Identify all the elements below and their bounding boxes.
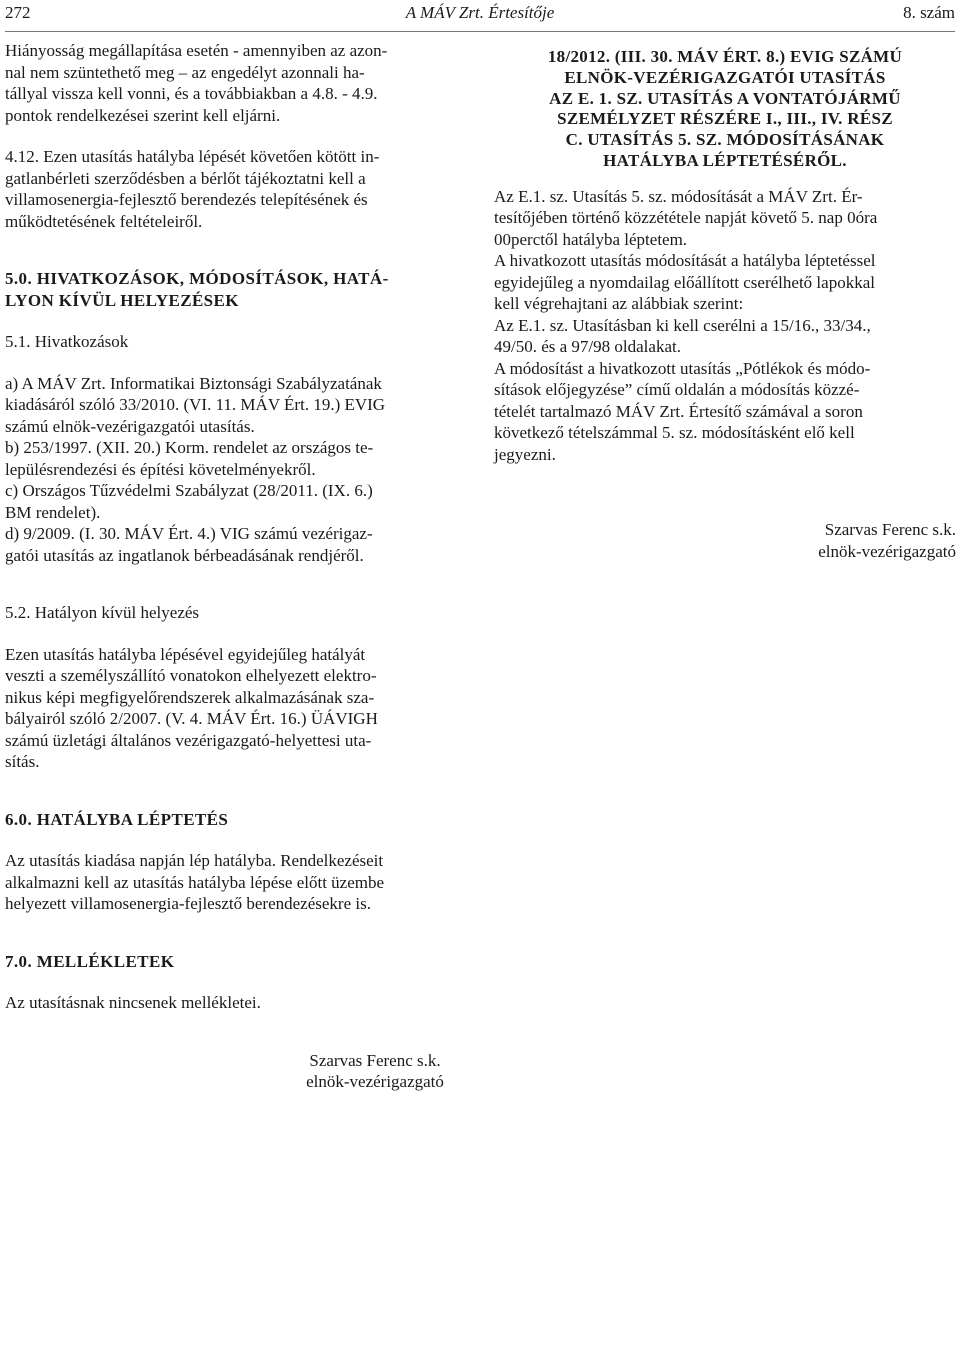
text-line: számú üzletági általános vezérigazgató-helyettesi uta-	[5, 730, 372, 750]
text-line: c) Országos Tűzvédelmi Szabályzat (28/2011. (IX. 6.)	[5, 481, 373, 500]
publication-title: A MÁV Zrt. Értesítője	[405, 3, 555, 22]
text-line: tállyal vissza kell vonni, és a továbbiakban a 4.8. - 4.9.	[5, 84, 378, 103]
text-line: egyidejűleg a nyomdailag előállított cserélhető lapokkal	[494, 272, 875, 292]
text-line: Hiányosság megállapítása esetén - amennyiben az azon-	[5, 41, 388, 60]
text-line: helyezett villamosenergia-fejlesztő berendezésekre is.	[5, 894, 371, 913]
text-line: nikus képi megfigyelőrendszerek alkalmazásának sza-	[5, 687, 375, 707]
section-5-2-paragraph	[5, 644, 467, 773]
text-line: villamosenergia-fejlesztő berendezés telepítésének és	[5, 190, 368, 209]
intro-paragraph	[5, 40, 467, 126]
text-line: kell végrehajtani az alábbiak szerint:	[494, 294, 744, 314]
text-line: A hivatkozott utasítás módosítását a hatályba léptetéssel	[494, 251, 876, 271]
section-5-1-heading: 5.1. Hivatkozások	[5, 332, 129, 351]
text-line: Az utasítás kiadása napján lép hatályba. Rendelkezéseit	[5, 851, 384, 870]
text-line: alkalmazni kell az utasítás hatályba lépése előtt üzembe	[5, 872, 385, 892]
text-line: 4.12. Ezen utasítás hatályba lépését követően kötött in-	[5, 147, 380, 166]
signatory-title: elnök-vezérigazgató	[818, 541, 956, 561]
section-6-0-heading: 6.0. HATÁLYBA LÉPTETÉS	[5, 809, 229, 829]
text-line: 49/50. és a 97/98 oldalakat.	[494, 337, 681, 357]
section-5-0-heading	[5, 268, 467, 311]
text-line: AZ E. 1. SZ. UTASÍTÁS A VONTATÓJÁRMŰ	[549, 88, 901, 108]
text-line: Ezen utasítás hatályba lépésével egyidejűleg hatályát	[5, 644, 366, 664]
text-line: tesítőjében történő közzététele napját követő 5. nap 0óra	[494, 208, 878, 228]
text-line: nal nem szüntethető meg – az engedélyt azonnali ha-	[5, 62, 365, 82]
text-line: sítás.	[5, 752, 40, 771]
left-signature	[295, 1050, 455, 1093]
text-line: jegyezni.	[494, 444, 556, 464]
text-line: tételét tartalmazó MÁV Zrt. Értesítő számával a soron	[494, 401, 863, 421]
text-line: SZEMÉLYZET RÉSZÉRE I., III., IV. RÉSZ	[557, 109, 893, 129]
text-line: működtetésének feltételeiről.	[5, 211, 203, 231]
page-header	[5, 3, 955, 27]
instruction-title	[494, 47, 956, 172]
text-line: b) 253/1997. (XII. 20.) Korm. rendelet az országos te-	[5, 438, 374, 457]
section-4-12-paragraph	[5, 146, 467, 232]
signatory-name: Szarvas Ferenc s.k.	[824, 520, 956, 540]
text-line: bályairól szóló 2/2007. (V. 4. MÁV Ért. 16.) ÜÁVIGH	[5, 709, 378, 728]
instruction-body	[494, 186, 956, 466]
left-column	[5, 40, 467, 1093]
issue-number: 8. szám	[903, 3, 955, 22]
text-line: lepülésrendezési és építési követelményekről.	[5, 459, 316, 479]
text-line: C. UTASÍTÁS 5. SZ. MÓDOSÍTÁSÁNAK	[565, 130, 885, 150]
text-line: d) 9/2009. (I. 30. MÁV Ért. 4.) VIG számú vezérigaz-	[5, 524, 373, 543]
text-line: kiadásáról szóló 33/2010. (VI. 11. MÁV Ért. 19.) EVIG	[5, 395, 386, 414]
header-divider	[5, 31, 955, 32]
text-line: HATÁLYBA LÉPTETÉSÉRŐL.	[603, 150, 847, 170]
text-line: ELNÖK-VEZÉRIGAZGATÓI UTASÍTÁS	[564, 67, 886, 87]
section-7-0-paragraph: Az utasításnak nincsenek mellékletei.	[5, 993, 261, 1012]
text-line: a) A MÁV Zrt. Informatikai Biztonsági Szabályzatának	[5, 373, 382, 393]
section-6-0-paragraph	[5, 850, 467, 915]
section-7-0-heading: 7.0. MELLÉKLETEK	[5, 951, 175, 971]
text-line: 5.0. HIVATKOZÁSOK, MÓDOSÍTÁSOK, HATÁ-	[5, 269, 389, 288]
text-line: Az E.1. sz. Utasításban ki kell cserélni a 15/16., 33/34.,	[494, 315, 871, 335]
page-number: 272	[5, 3, 31, 22]
text-line: pontok rendelkezései szerint kell eljárni.	[5, 105, 281, 125]
right-signature	[494, 519, 956, 562]
text-line: 18/2012. (III. 30. MÁV ÉRT. 8.) EVIG SZÁMÚ	[547, 47, 903, 66]
right-column	[494, 47, 956, 562]
text-line: Az E.1. sz. Utasítás 5. sz. módosítását a MÁV Zrt. Ér-	[494, 186, 863, 206]
text-line: számú elnök-vezérigazgatói utasítás.	[5, 416, 255, 436]
text-line: LYON KÍVÜL HELYEZÉSEK	[5, 290, 239, 310]
text-line: 00perctől hatályba léptetem.	[494, 229, 688, 249]
signatory-name: Szarvas Ferenc s.k.	[309, 1050, 441, 1070]
text-line: következő tételszámmal 5. sz. módosításként elő kell	[494, 423, 855, 443]
text-line: sítások előjegyzése” című oldalán a módosítás közzé-	[494, 380, 860, 400]
text-line: BM rendelet).	[5, 502, 101, 522]
text-line: gatói utasítás az ingatlanok bérbeadásának rendjéről.	[5, 545, 364, 565]
signatory-title: elnök-vezérigazgató	[306, 1072, 444, 1091]
references-list	[5, 373, 467, 567]
text-line: A módosítást a hivatkozott utasítás „Pótlékok és módo-	[494, 358, 871, 378]
section-5-2-heading: 5.2. Hatályon kívül helyezés	[5, 603, 200, 622]
text-line: gatlanbérleti szerződésben a bérlőt tájékoztatni kell a	[5, 168, 366, 188]
text-line: veszti a személyszállító vonatokon elhelyezett elektro-	[5, 666, 377, 685]
